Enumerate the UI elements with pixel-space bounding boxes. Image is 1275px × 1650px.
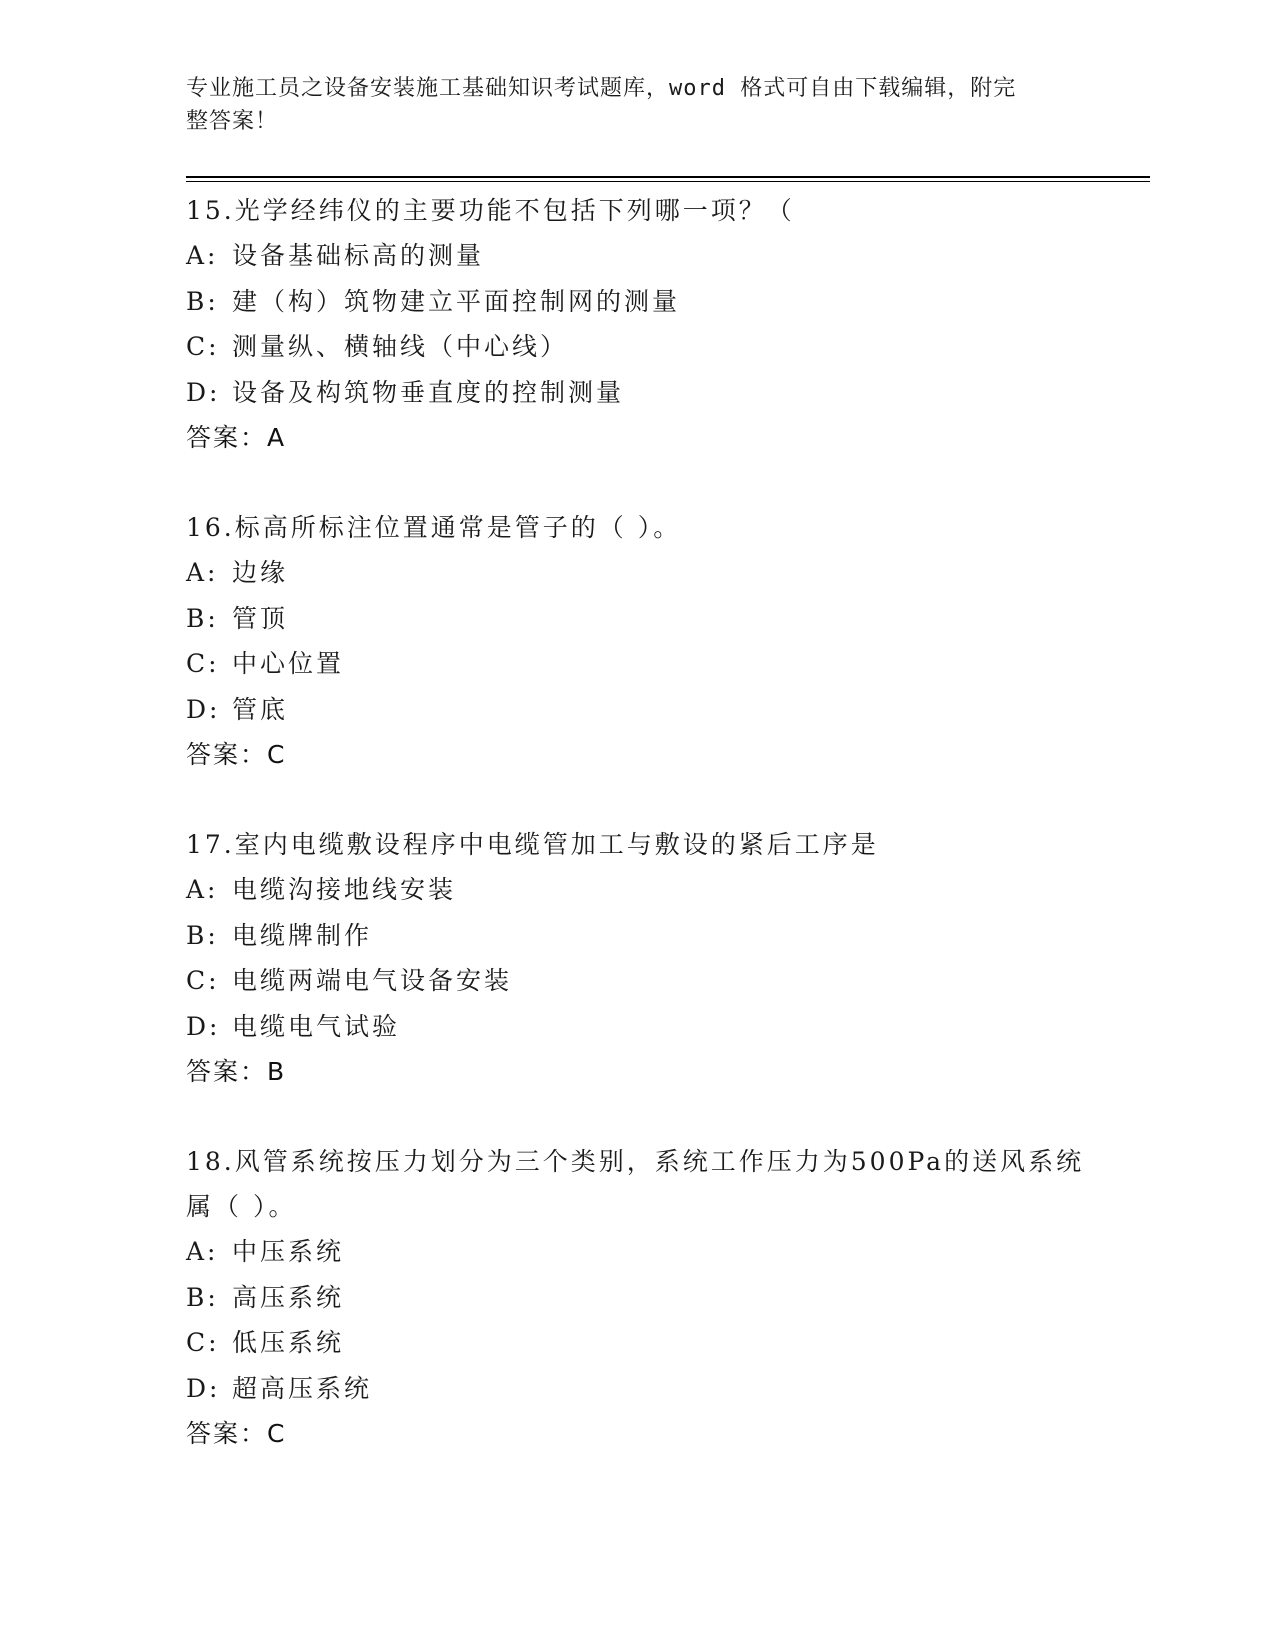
option-letter: A: (186, 1237, 219, 1266)
question-17 (186, 822, 1086, 1094)
option-letter: D: (186, 1011, 221, 1041)
option-text: 管顶 (232, 603, 289, 633)
option-letter: D: (186, 1373, 221, 1403)
option-text: 管底 (232, 694, 289, 724)
header-rule-thin (186, 181, 1150, 182)
option-a (186, 550, 1086, 596)
option-text: 中心位置 (232, 649, 345, 678)
answer-line: 答案：C (186, 1419, 287, 1448)
answer-line: 答案：C (186, 740, 287, 769)
option-text: 高压系统 (232, 1282, 345, 1312)
option-text: 设备及构筑物垂直度的控制测量 (232, 377, 625, 407)
option-c (186, 958, 1086, 1004)
option-letter: A: (186, 558, 219, 587)
question-18 (186, 1139, 1086, 1456)
option-d (186, 687, 1086, 733)
option-letter: B: (186, 603, 219, 633)
question-15 (186, 188, 1086, 460)
option-text: 中压系统 (232, 1237, 345, 1266)
option-b (186, 913, 1086, 959)
option-c (186, 641, 1086, 687)
option-letter: C: (186, 966, 220, 995)
option-c (186, 324, 1086, 370)
option-letter: D: (186, 377, 221, 407)
option-text: 低压系统 (232, 1328, 345, 1357)
option-text: 电缆电气试验 (232, 1011, 401, 1041)
question-stem: 17.室内电缆敷设程序中电缆管加工与敷设的紧后工序是 (186, 830, 879, 859)
header-line-1: 专业施工员之设备安装施工基础知识考试题库，word 格式可自由下载编辑，附完 (186, 76, 1017, 101)
option-c (186, 1320, 1086, 1366)
option-letter: D: (186, 694, 221, 724)
option-text: 边缘 (232, 558, 289, 587)
option-a (186, 1229, 1086, 1275)
question-16 (186, 505, 1086, 777)
option-b (186, 279, 1086, 325)
option-letter: B: (186, 1282, 219, 1312)
question-stem: 15.光学经纬仪的主要功能不包括下列哪一项？（ (186, 196, 795, 225)
option-letter: A: (186, 875, 219, 904)
option-a (186, 867, 1086, 913)
option-text: 电缆沟接地线安装 (232, 875, 457, 904)
answer-line: 答案：B (186, 1057, 287, 1086)
option-letter: C: (186, 649, 220, 678)
option-text: 电缆两端电气设备安装 (232, 966, 513, 995)
option-text: 建（构）筑物建立平面控制网的测量 (232, 286, 681, 316)
option-letter: C: (186, 332, 220, 361)
question-stem: 16.标高所标注位置通常是管子的（ ）。 (186, 513, 682, 542)
option-text: 测量纵、横轴线（中心线） (232, 332, 569, 361)
option-b (186, 1275, 1086, 1321)
document-header (186, 72, 1066, 138)
option-text: 设备基础标高的测量 (232, 241, 485, 270)
option-d (186, 370, 1086, 416)
option-letter: A: (186, 241, 219, 270)
header-rule-thick (186, 176, 1150, 178)
option-d (186, 1366, 1086, 1412)
header-line-2: 整答案！ (186, 109, 279, 134)
option-letter: B: (186, 920, 219, 950)
option-d (186, 1004, 1086, 1050)
answer-line: 答案：A (186, 423, 287, 452)
option-letter: C: (186, 1328, 220, 1357)
option-letter: B: (186, 286, 219, 316)
option-text: 电缆牌制作 (232, 920, 373, 950)
option-text: 超高压系统 (232, 1373, 373, 1403)
option-b (186, 596, 1086, 642)
question-stem: 18.风管系统按压力划分为三个类别，系统工作压力为500Pa的送风系统属（ ）。 (186, 1147, 1085, 1221)
option-a (186, 233, 1086, 279)
